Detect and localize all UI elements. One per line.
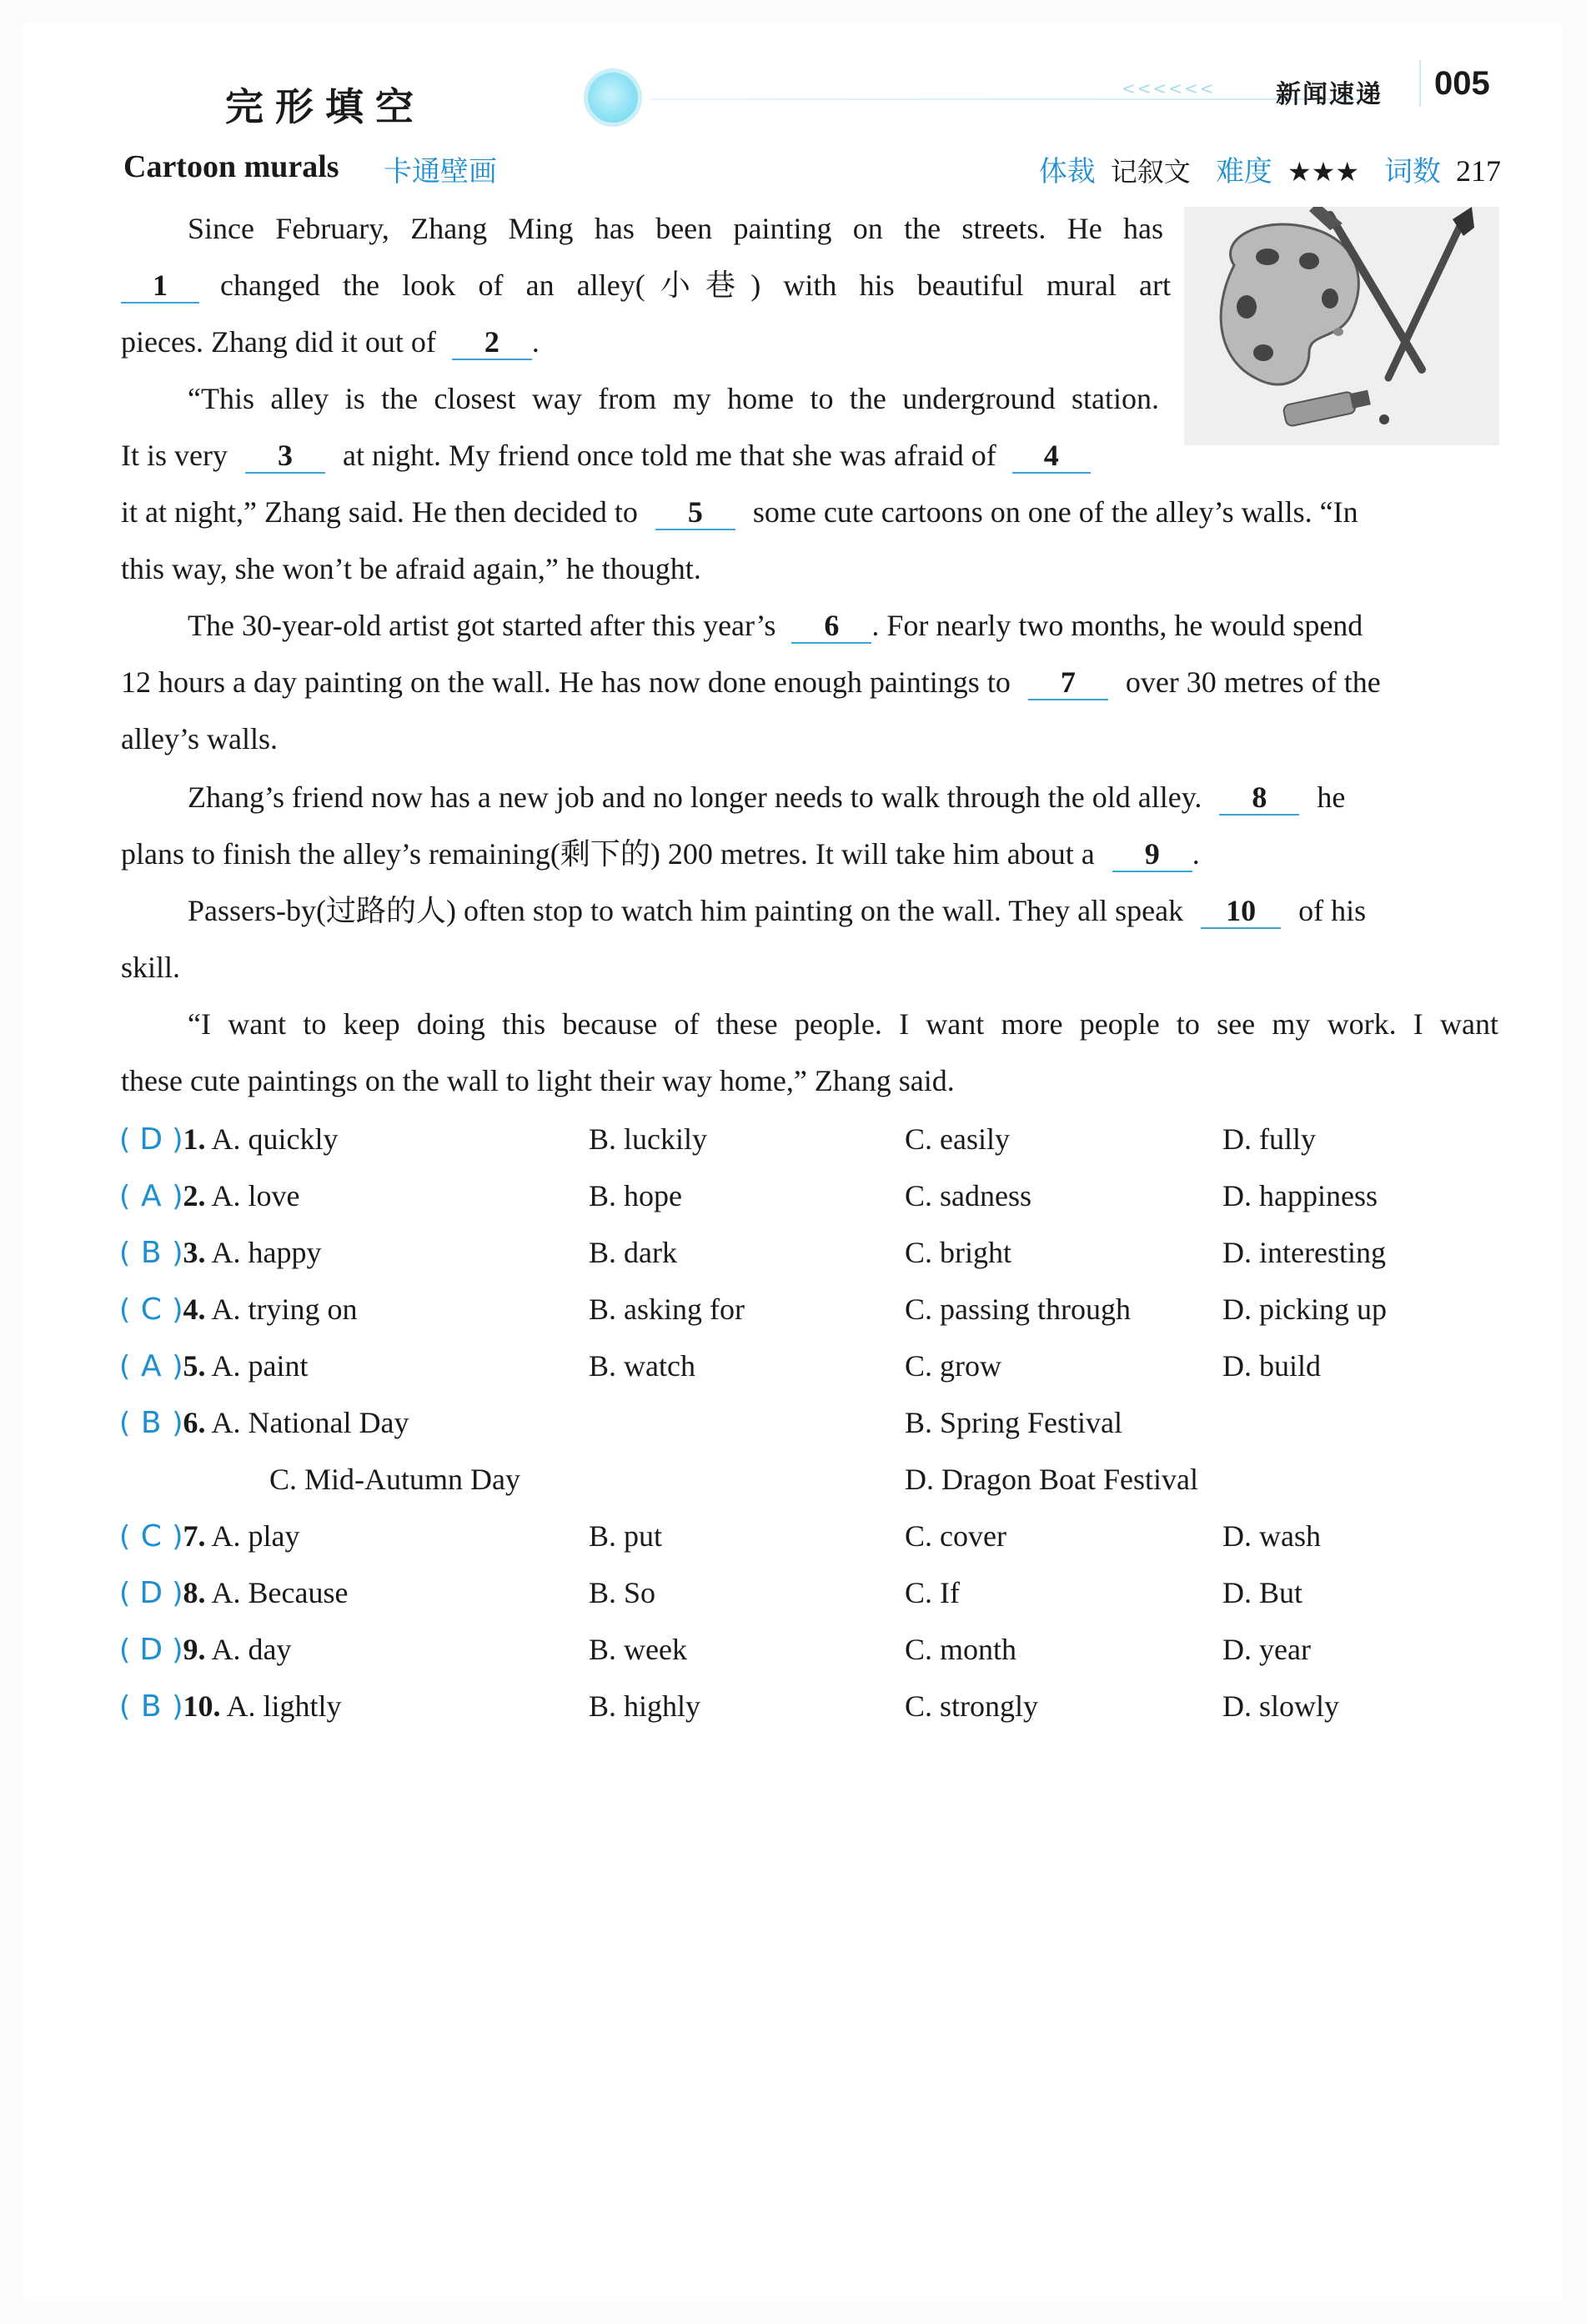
option-d: D. year <box>1222 1633 1311 1666</box>
answer: D <box>139 1122 163 1157</box>
genre-value: 记叙文 <box>1110 156 1191 188</box>
question-4: ( C )4. A. trying on <box>119 1293 358 1327</box>
option-b: B. highly <box>589 1689 701 1723</box>
answer: A <box>140 1349 162 1383</box>
question-number: 3. <box>183 1236 206 1269</box>
option-a: A. happy <box>211 1236 322 1269</box>
blank-8: 8 <box>1219 781 1299 816</box>
passage-text: he <box>1317 781 1346 814</box>
word-count-label: 词数 <box>1384 155 1441 188</box>
question-7: ( C )7. A. play <box>119 1519 300 1554</box>
blank-3: 3 <box>245 439 325 474</box>
passage-text: plans to finish the alley’s remaining(剩下的) 200 metres. It will take him about a <box>121 837 1095 871</box>
question-number: 10. <box>183 1689 221 1723</box>
option-a: A. Because <box>211 1576 349 1609</box>
question-number: 2. <box>183 1179 206 1212</box>
blank-5: 5 <box>655 495 735 530</box>
word-count-value: 217 <box>1456 154 1501 188</box>
option-d: D. interesting <box>1222 1236 1386 1269</box>
option-d: D. slowly <box>1222 1689 1340 1723</box>
header-separator <box>1419 60 1421 107</box>
answer: D <box>139 1633 163 1667</box>
article-title-cn: 卡通壁画 <box>384 155 497 188</box>
passage-line-9 <box>121 664 1381 700</box>
option-d: D. happiness <box>1222 1179 1378 1212</box>
passage-line-2 <box>121 267 1171 304</box>
answer: A <box>140 1179 162 1213</box>
difficulty-label: 难度 <box>1215 155 1272 188</box>
blank-10: 10 <box>1201 894 1281 929</box>
option-c: C. month <box>905 1633 1017 1666</box>
passage-line-7: this way, she won’t be afraid again,” he thought. <box>121 552 701 585</box>
passage-line-6 <box>121 494 1358 530</box>
passage-text: . <box>1192 837 1200 871</box>
passage-text: 12 hours a day painting on the wall. He has now done enough paintings to <box>121 665 1011 699</box>
page-number: 005 <box>1434 65 1490 102</box>
passage-text: it at night,” Zhang said. He then decided to <box>121 495 638 529</box>
option-a: A. love <box>211 1179 300 1212</box>
column-label: 新闻速递 <box>1276 80 1383 109</box>
blank-1: 1 <box>121 269 199 304</box>
passage-line-13 <box>188 892 1366 929</box>
passage-line-8 <box>188 607 1363 644</box>
option-c: C. cover <box>905 1519 1006 1553</box>
option-b: B. asking for <box>589 1293 745 1326</box>
option-c: C. grow <box>905 1349 1001 1383</box>
blank-4: 4 <box>1012 439 1091 474</box>
blank-7: 7 <box>1028 665 1108 700</box>
passage-text: Zhang’s friend now has a new job and no longer needs to walk through the old alley. <box>188 781 1202 814</box>
question-number: 7. <box>183 1519 206 1553</box>
option-a: A. day <box>211 1633 292 1666</box>
question-1: ( D )1. A. quickly <box>119 1122 339 1157</box>
option-b: B. dark <box>589 1236 677 1269</box>
question-number: 1. <box>183 1122 206 1156</box>
passage-text: over 30 metres of the <box>1125 665 1381 699</box>
question-number: 5. <box>183 1349 206 1383</box>
option-b: B. So <box>589 1576 656 1609</box>
option-d: D. But <box>1222 1576 1303 1609</box>
passage-text: of his <box>1298 894 1367 927</box>
option-c: C. passing through <box>905 1293 1132 1326</box>
option-b: B. hope <box>589 1179 682 1212</box>
passage-line-14: skill. <box>121 951 181 984</box>
question-6: ( B )6. A. National Day <box>119 1406 409 1440</box>
question-5: ( A )5. A. paint <box>119 1349 309 1383</box>
passage-text: . For nearly two months, he would spend <box>871 609 1363 642</box>
article-title-en: Cartoon murals <box>123 149 339 184</box>
passage-line-10: alley’s walls. <box>121 722 278 755</box>
question-number: 8. <box>183 1576 206 1609</box>
option-d: D. wash <box>1222 1519 1321 1553</box>
article-info <box>123 148 1501 190</box>
answer: D <box>139 1576 163 1610</box>
palette-icon <box>1184 207 1499 445</box>
passage-text: It is very <box>121 439 228 472</box>
question-3: ( B )3. A. happy <box>119 1236 322 1270</box>
option-b: B. watch <box>589 1349 695 1383</box>
question-number: 4. <box>183 1293 206 1326</box>
question-number: 6. <box>183 1406 206 1439</box>
passage-text: at night. My friend once told me that she was afraid of <box>342 439 996 472</box>
question-number: 9. <box>183 1633 206 1666</box>
blank-9: 9 <box>1112 837 1192 872</box>
option-a: A. play <box>211 1519 300 1553</box>
option-a: A. quickly <box>211 1122 339 1156</box>
option-c: C. strongly <box>905 1689 1039 1723</box>
question-9: ( D )9. A. day <box>119 1633 292 1667</box>
option-b: B. put <box>589 1519 663 1553</box>
answer: B <box>140 1689 162 1724</box>
passage-text: pieces. Zhang did it out of <box>121 325 436 359</box>
option-d: D. build <box>1222 1349 1322 1383</box>
option-b: B. week <box>589 1633 687 1666</box>
passage-text: The 30-year-old artist got started after this year’s <box>188 609 776 642</box>
option-a: A. paint <box>211 1349 309 1383</box>
section-title: 完形填空 <box>225 84 425 129</box>
option-d: D. picking up <box>1222 1293 1387 1326</box>
answer: B <box>140 1406 162 1440</box>
difficulty-stars: ★★★ <box>1287 156 1359 188</box>
genre-label: 体裁 <box>1038 155 1096 188</box>
passage-line-11 <box>188 779 1345 816</box>
passage-line-12 <box>121 836 1200 872</box>
option-b: B. luckily <box>589 1122 707 1156</box>
chevrons-icon: <<<<<< <box>1122 78 1216 98</box>
passage-line-3 <box>121 324 540 360</box>
option-b: B. Spring Festival <box>905 1406 1123 1439</box>
answer: B <box>140 1236 162 1270</box>
palette-illustration <box>1184 207 1499 445</box>
question-10: ( B )10. A. lightly <box>119 1689 342 1724</box>
passage-line-5 <box>121 437 1091 474</box>
passage-line-1: Since February, Zhang Ming has been painting on the streets. He has <box>188 212 1163 245</box>
passage-text: changed the look of an alley(小巷) with his beautiful mural art <box>220 269 1171 302</box>
option-c: C. If <box>905 1576 960 1609</box>
question-8: ( D )8. A. Because <box>119 1576 349 1610</box>
passage-text: Passers-by(过路的人) often stop to watch him painting on the wall. They all speak <box>188 894 1184 927</box>
option-a: A. National Day <box>211 1406 409 1439</box>
passage-line-16: these cute paintings on the wall to light their way home,” Zhang said. <box>121 1064 955 1097</box>
article-meta <box>1039 148 1501 189</box>
passage-text: some cute cartoons on one of the alley’s walls. “In <box>752 495 1358 529</box>
option-c: C. bright <box>905 1236 1012 1269</box>
passage-line-15: “I want to keep doing this because of these people. I want more people to see my work. I want <box>188 1007 1498 1041</box>
option-d: D. fully <box>1222 1122 1316 1156</box>
answer: C <box>140 1293 162 1327</box>
option-c: C. easily <box>905 1122 1010 1156</box>
answer: C <box>140 1519 162 1554</box>
blank-2: 2 <box>452 325 532 360</box>
header-divider <box>650 98 1368 100</box>
option-c: C. Mid-Autumn Day <box>269 1463 520 1496</box>
option-a: A. lightly <box>226 1689 342 1723</box>
blank-6: 6 <box>791 609 871 644</box>
question-2: ( A )2. A. love <box>119 1179 300 1213</box>
passage-line-4: “This alley is the closest way from my home to the underground station. <box>188 382 1159 415</box>
decorative-circle-icon <box>584 68 642 127</box>
option-a: A. trying on <box>211 1293 358 1326</box>
option-d: D. Dragon Boat Festival <box>905 1463 1198 1496</box>
passage-text: . <box>531 325 540 359</box>
option-c: C. sadness <box>905 1179 1031 1212</box>
